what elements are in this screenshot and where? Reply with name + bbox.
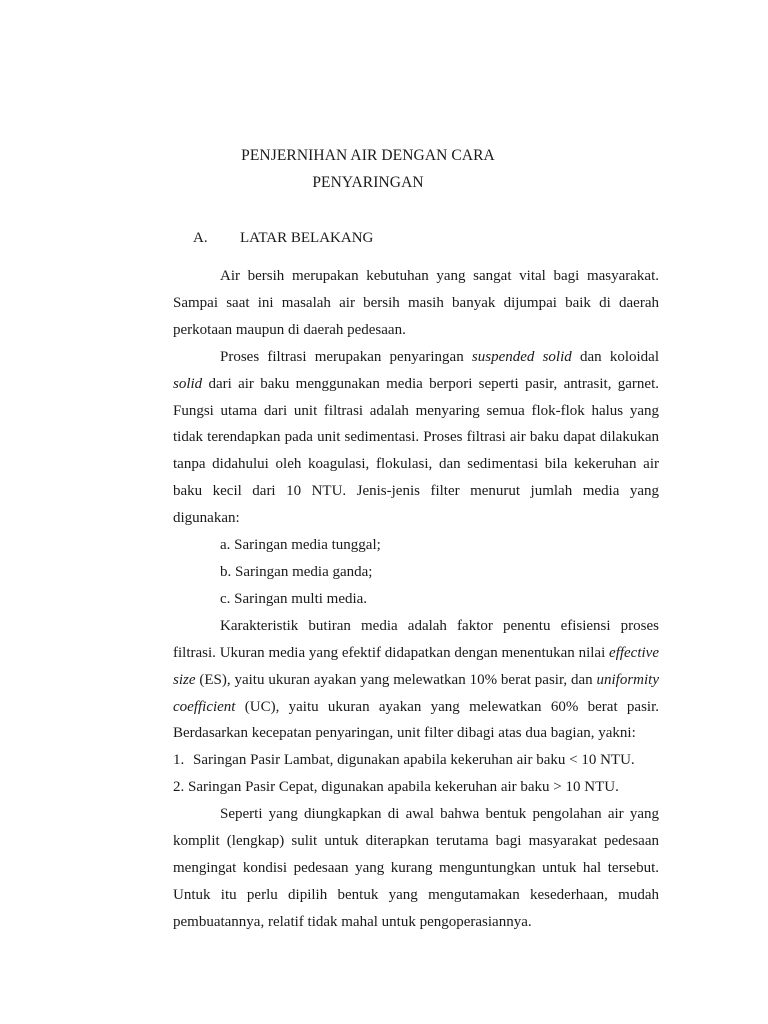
document-title-line-1: PENJERNIHAN AIR DENGAN CARA bbox=[241, 147, 495, 164]
numbered-item bbox=[173, 774, 659, 801]
numbered-item-number: 1. bbox=[173, 752, 185, 769]
paragraph-4: Seperti yang diungkapkan di awal bahwa bentuk pengolahan air yang komplit (lengkap) sulit untuk diterapkan terutama bagi masyarakat pedesaan mengingat kondisi pedesaan yang kurang menguntungkan untuk hal tersebut. Untuk itu perlu dipilih bentuk yang mengutamakan kesederhaan, mudah pembuatannya, relatif tidak mahal untuk pengoperasiannya. bbox=[173, 806, 659, 930]
paragraph-2-text-e: dari air baku menggunakan media berpori seperti pasir, antrasit, garnet. Fungsi utama dari unit filtrasi adalah menyaring semua flok-flok halus yang tidak terendapkan pada unit sedimentasi. Proses filtrasi air baku dapat dilakukan tanpa didahului oleh koagulasi, flokulasi, dan sedimentasi bila kekeruhan air baku kecil dari 10 NTU. Jenis-jenis filter menurut jumlah media yang digunakan: bbox=[173, 375, 659, 527]
numbered-item-number: 2. bbox=[173, 779, 185, 796]
section-heading bbox=[193, 230, 373, 247]
numbered-item-text: Saringan Pasir Cepat, digunakan apabila kekeruhan air baku > 10 NTU. bbox=[188, 779, 619, 796]
section-title: LATAR BELAKANG bbox=[240, 230, 374, 246]
list-item: a. Saringan media tunggal; bbox=[220, 537, 381, 554]
paragraph-3-text-c: (ES), yaitu ukuran ayakan yang melewatkan 10% berat pasir, dan bbox=[195, 671, 597, 688]
numbered-item-text: Saringan Pasir Lambat, digunakan apabila kekeruhan air baku < 10 NTU. bbox=[193, 752, 635, 769]
list-item: b. Saringan media ganda; bbox=[220, 563, 373, 580]
paragraph-3 bbox=[173, 613, 659, 748]
paragraph-1: Air bersih merupakan kebutuhan yang sangat vital bagi masyarakat. Sampai saat ini masalah air bersih masih banyak dijumpai baik di daerah perkotaan maupun di daerah pedesaan. bbox=[173, 268, 659, 338]
paragraph-3-text-e: (UC), yaitu ukuran ayakan yang melewatkan 60% berat pasir. Berdasarkan kecepatan penyaringan, unit filter dibagi atas dua bagian, yakni: bbox=[173, 698, 659, 742]
document-title-line-2: PENYARINGAN bbox=[312, 174, 424, 191]
paragraph-3-text-a: Karakteristik butiran media adalah faktor penentu efisiensi proses filtrasi. Ukuran media yang efektif didapatkan dengan menentukan nilai bbox=[173, 617, 659, 661]
term-suspended-solid: suspended solid bbox=[471, 348, 572, 365]
term-solid: solid bbox=[173, 375, 203, 392]
document-body bbox=[173, 263, 659, 936]
numbered-item bbox=[173, 747, 659, 774]
list-item: c. Saringan multi media. bbox=[220, 590, 368, 607]
section-number: A. bbox=[193, 230, 208, 246]
paragraph-2-text-c: dan koloidal bbox=[571, 348, 659, 365]
paragraph-2-text-a: Proses filtrasi merupakan penyaringan bbox=[220, 348, 472, 365]
term-uniformity-coefficient: uniformity coefficient bbox=[173, 671, 659, 715]
paragraph-2 bbox=[173, 344, 659, 532]
term-effective-size: effective size bbox=[173, 644, 659, 688]
